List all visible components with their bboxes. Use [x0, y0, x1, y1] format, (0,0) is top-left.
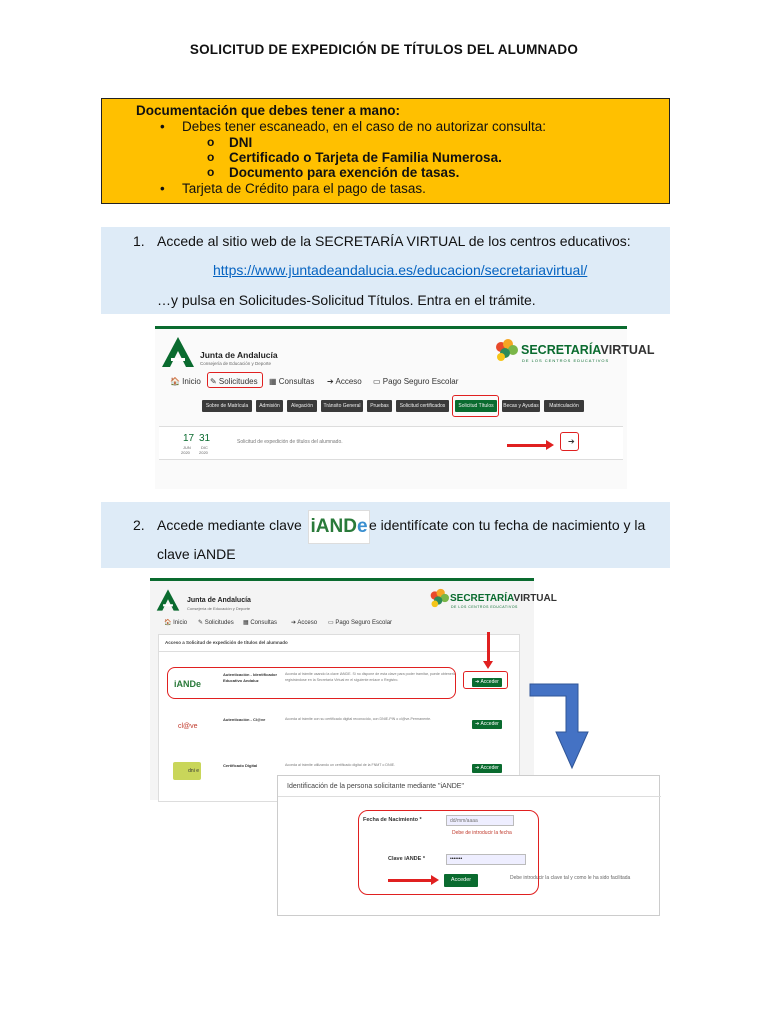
red-arrow-down: [487, 632, 490, 662]
menu-pago[interactable]: ▭ Pago Seguro Escolar: [373, 377, 459, 386]
btn-matriculacion[interactable]: Matriculación: [544, 400, 584, 412]
menu-solicitudes[interactable]: ✎ Solicitudes: [198, 620, 234, 626]
step-text-c: clave iANDE: [157, 546, 236, 562]
junta-subtitle: Consejería de Educación y Deporte: [200, 361, 272, 366]
procedure-description: Solicitud de expedición de títulos del alumnado.: [237, 439, 343, 445]
btn-sobre-matricula[interactable]: Sobre de Matrícula: [202, 400, 252, 412]
menu-acceso[interactable]: ➔ Acceso: [291, 620, 318, 626]
highlight-enter: [560, 432, 579, 451]
btn-certificados[interactable]: Solicitud certificados: [396, 400, 449, 412]
documentation-heading: Documentación que debes tener a mano:: [136, 103, 401, 118]
menu-inicio[interactable]: 🏠 Inicio: [170, 377, 201, 386]
highlight-iande-row: [167, 667, 456, 699]
menu-consultas[interactable]: ▦ Consultas: [243, 620, 278, 626]
highlight-iande-button: [463, 671, 508, 689]
secretaria-title: SECRETARÍAVIRTUAL: [521, 343, 655, 357]
iande-logo: iANDe: [174, 679, 202, 689]
start-month: JUN: [183, 445, 191, 450]
section-title: Acceso a Solicitud de expedición de títulos del alumnado: [165, 640, 288, 645]
iande-access-button[interactable]: ➔ Acceder: [472, 678, 502, 687]
step-text: Accede mediante clave: [157, 517, 302, 533]
enter-icon[interactable]: ➔: [568, 437, 575, 446]
login-title: Identificación de la persona solicitante mediante "iANDE": [287, 783, 464, 790]
screenshot-iande-login: [277, 775, 660, 916]
menu-acceso[interactable]: ➔ Acceso: [327, 377, 362, 386]
birthdate-label: Fecha de Nacimiento *: [363, 817, 422, 823]
step-text: Accede al sitio web de la SECRETARÍA VIRTUAL de los centros educativos:: [157, 233, 631, 249]
btn-admision[interactable]: Admisión: [256, 400, 283, 412]
page-title: SOLICITUD DE EXPEDICIÓN DE TÍTULOS DEL ALUMNADO: [189, 42, 579, 57]
btn-becas[interactable]: Becas y Ayudas: [502, 400, 540, 412]
key-input[interactable]: •••••••: [446, 854, 526, 865]
documentation-box: [101, 98, 670, 204]
junta-name: Junta de Andalucía: [187, 597, 251, 604]
end-day: 31: [199, 433, 211, 444]
doc-item-card: • Tarjeta de Crédito para el pago de tasas.: [160, 181, 426, 196]
clave-access-button[interactable]: ➔ Acceder: [472, 720, 502, 729]
doc-sub-familia: o Certificado o Tarjeta de Familia Numerosa.: [207, 150, 502, 165]
secretaria-title: SECRETARÍAVIRTUAL: [450, 593, 557, 604]
btn-solicitud-titulos[interactable]: Solicitud Títulos: [455, 400, 497, 412]
secretaria-subtitle: DE LOS CENTROS EDUCATIVOS: [451, 605, 518, 609]
step-text-2: …y pulsa en Solicitudes-Solicitud Títulos. Entra en el trámite.: [157, 292, 536, 308]
menu-pago[interactable]: ▭ Pago Seguro Escolar: [328, 620, 393, 626]
menu-consultas[interactable]: ▦ Consultas: [269, 377, 315, 386]
start-day: 17: [183, 433, 195, 444]
step-text-b: e identifícate con tu fecha de nacimiento y la: [369, 517, 646, 533]
junta-name: Junta de Andalucía: [200, 350, 278, 360]
access-button[interactable]: Acceder: [444, 874, 478, 887]
clave-description: Acceda al trámite con su certificado digital reconocido, con DNIE-PIN o cl@ve-Permanente.: [285, 717, 432, 721]
screenshot-secretaria-home: [155, 326, 655, 489]
junta-subtitle: Consejería de Educación y Deporte: [187, 606, 251, 611]
highlight-form: [358, 810, 539, 895]
menu-inicio[interactable]: 🏠 Inicio: [164, 620, 188, 626]
clave-logo: cl@ve: [178, 723, 198, 730]
red-arrow-access: [388, 879, 432, 882]
blue-arrow-icon: [528, 682, 590, 770]
step-1: [101, 227, 670, 314]
step-number: 1.: [133, 233, 145, 249]
iande-label: Autenticación - Identificador Educativo Andaluz: [223, 672, 278, 683]
secretaria-logo-icon: [493, 338, 519, 362]
start-year: 2020: [181, 450, 190, 455]
dnie-label: Certificado Digital: [223, 763, 258, 768]
junta-logo-icon: [161, 336, 195, 368]
iande-logo: iANDe: [308, 510, 370, 544]
end-month: DIC: [201, 445, 208, 450]
btn-transito[interactable]: Tránsito General: [321, 400, 363, 412]
secretaria-subtitle: DE LOS CENTROS EDUCATIVOS: [522, 358, 610, 363]
menu-solicitudes[interactable]: ✎ Solicitudes: [210, 377, 258, 386]
key-label: Clave iANDE *: [388, 856, 425, 862]
dnie-card-icon: dni e: [173, 762, 201, 780]
doc-sub-dni: o DNI: [207, 135, 253, 150]
end-year: 2020: [199, 450, 208, 455]
step-2: [101, 502, 670, 568]
key-help: Debe introducir la clave tal y como le ha sido facilitada: [510, 875, 631, 881]
screenshot-access-methods: [150, 578, 557, 800]
secretaria-virtual-link[interactable]: https://www.juntadeandalucia.es/educacion/secretariavirtual/: [213, 262, 588, 278]
doc-item-scanned: • Debes tener escaneado, en el caso de no autorizar consulta:: [160, 119, 546, 134]
dnie-access-button[interactable]: ➔ Acceder: [472, 764, 502, 773]
birthdate-error: Debe de introducir la fecha: [452, 830, 512, 836]
btn-alegacion[interactable]: Alegación: [287, 400, 317, 412]
iande-description: Acceda al trámite usando la clave iANDE. Si no dispone de esta clave para poder tramitar, puede obtenerla registrándose en la Secretaría Virtual en el siguiente enlace o Registro.: [285, 672, 456, 682]
btn-pruebas[interactable]: Pruebas: [367, 400, 392, 412]
red-arrow-enter: [507, 444, 547, 447]
junta-logo-icon: [156, 588, 180, 612]
doc-sub-exencion: o Documento para exención de tasas.: [207, 165, 460, 180]
highlight-solicitudes: [207, 372, 263, 388]
clave-label: Autenticación - Cl@ve: [223, 717, 266, 722]
step-number: 2.: [133, 517, 145, 533]
secretaria-logo-icon: [428, 588, 450, 608]
dnie-description: Acceda al trámite utilizando un certificado digital de la FNMT o DNIE.: [285, 763, 395, 767]
highlight-solicitud-titulos: [452, 395, 499, 417]
